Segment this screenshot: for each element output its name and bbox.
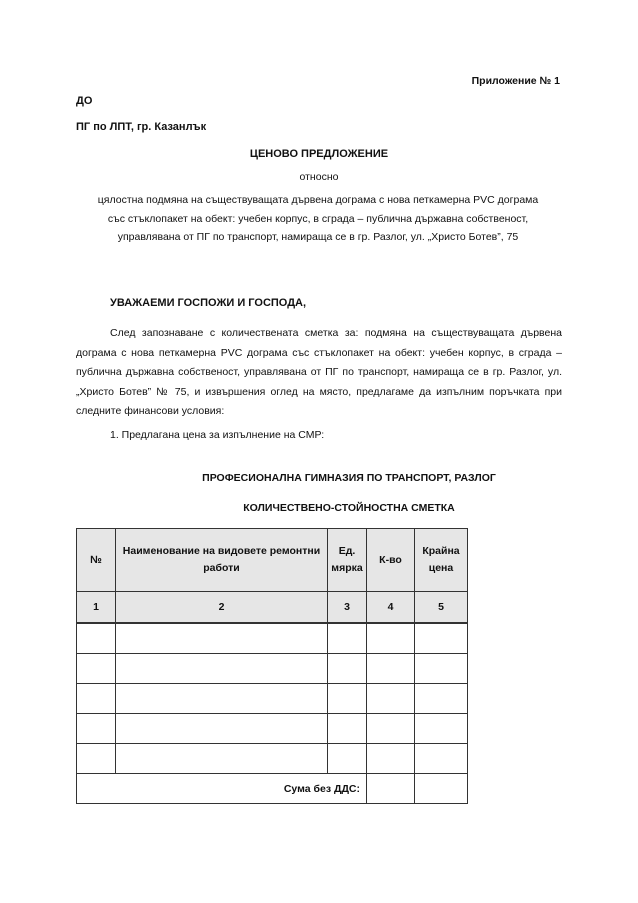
- table-cell[interactable]: [116, 744, 328, 774]
- table-cell[interactable]: [367, 744, 415, 774]
- table-cell[interactable]: [415, 744, 468, 774]
- table-cell[interactable]: [415, 623, 468, 654]
- table-cell[interactable]: [328, 654, 367, 684]
- column-number-row: [77, 592, 468, 624]
- header-name: Наименование на видовете ремонтни работи: [116, 529, 328, 592]
- list-item-price: 1. Предлагана цена за изпълнение на СМР:: [110, 429, 325, 441]
- header-no: №: [77, 529, 116, 592]
- table-cell[interactable]: [77, 654, 116, 684]
- column-number: 5: [415, 592, 468, 624]
- table-cell[interactable]: [415, 684, 468, 714]
- table-row: [77, 684, 468, 714]
- table-cell[interactable]: [328, 684, 367, 714]
- bill-table: [76, 528, 468, 804]
- header-unit: Ед. мярка: [328, 529, 367, 592]
- column-number: 2: [116, 592, 328, 624]
- table-cell[interactable]: [116, 623, 328, 654]
- school-name: ПРОФЕСИОНАЛНА ГИМНАЗИЯ ПО ТРАНСПОРТ, РАЗЛОГ: [202, 472, 496, 484]
- body-paragraph: След запознаване с количествената сметка за: подмяна на съществуващата дървена дограма с нова петкамерна PVC дограма със стъклопакет на обект: учебен корпус, в сграда – публична държавна собственост, управлявана от ПГ по транспорт, намираща се в гр. Разлог, ул. „Христо Ботев” № 75, и извършения оглед на място, предлагаме да изпълним поръчката при следните финансови условия:: [76, 327, 562, 417]
- table-cell[interactable]: [116, 714, 328, 744]
- column-number: 1: [77, 592, 116, 624]
- table-cell[interactable]: [328, 714, 367, 744]
- table-cell[interactable]: [367, 714, 415, 744]
- table-cell[interactable]: [77, 623, 116, 654]
- table-cell[interactable]: [77, 684, 116, 714]
- bill-title: КОЛИЧЕСТВЕНО-СТОЙНОСТНА СМЕТКА: [243, 502, 455, 514]
- table-cell[interactable]: [328, 744, 367, 774]
- table-cell[interactable]: [328, 623, 367, 654]
- recipient-name: ПГ по ЛПТ, гр. Казанлък: [76, 121, 207, 133]
- annex-label: Приложение № 1: [471, 75, 560, 87]
- column-number: 4: [367, 592, 415, 624]
- sum-gap-cell: [367, 774, 415, 804]
- table-cell[interactable]: [367, 684, 415, 714]
- table-cell[interactable]: [415, 714, 468, 744]
- subject-text: цялостна подмяна на съществуващата дървена дограма с нова петкамерна PVC дограма със стъклопакет на обект: учебен корпус, в сграда – публична държавна собственост, управлявана от ПГ по транспорт, намираща се в гр. Разлог, ул. „Христо Ботев”, 75: [97, 194, 539, 243]
- sum-row: [77, 774, 468, 804]
- table-cell[interactable]: [415, 654, 468, 684]
- table-header-row: [77, 529, 468, 592]
- sum-value-cell[interactable]: [415, 774, 468, 804]
- table-cell[interactable]: [77, 714, 116, 744]
- header-price: Крайна цена: [415, 529, 468, 592]
- sum-label: Сума без ДДС:: [77, 774, 367, 804]
- table-row: [77, 654, 468, 684]
- table-row: [77, 714, 468, 744]
- addressee-to: ДО: [76, 95, 93, 107]
- table-cell[interactable]: [367, 654, 415, 684]
- table-row: [77, 744, 468, 774]
- header-qty: К-во: [367, 529, 415, 592]
- salutation: УВАЖАЕМИ ГОСПОЖИ И ГОСПОДА,: [110, 297, 307, 309]
- table-cell[interactable]: [116, 684, 328, 714]
- column-number: 3: [328, 592, 367, 624]
- table-row: [77, 623, 468, 654]
- regarding-label: относно: [299, 171, 339, 183]
- document-title: ЦЕНОВО ПРЕДЛОЖЕНИЕ: [249, 148, 389, 160]
- table-cell[interactable]: [367, 623, 415, 654]
- table-cell[interactable]: [116, 654, 328, 684]
- table-cell[interactable]: [77, 744, 116, 774]
